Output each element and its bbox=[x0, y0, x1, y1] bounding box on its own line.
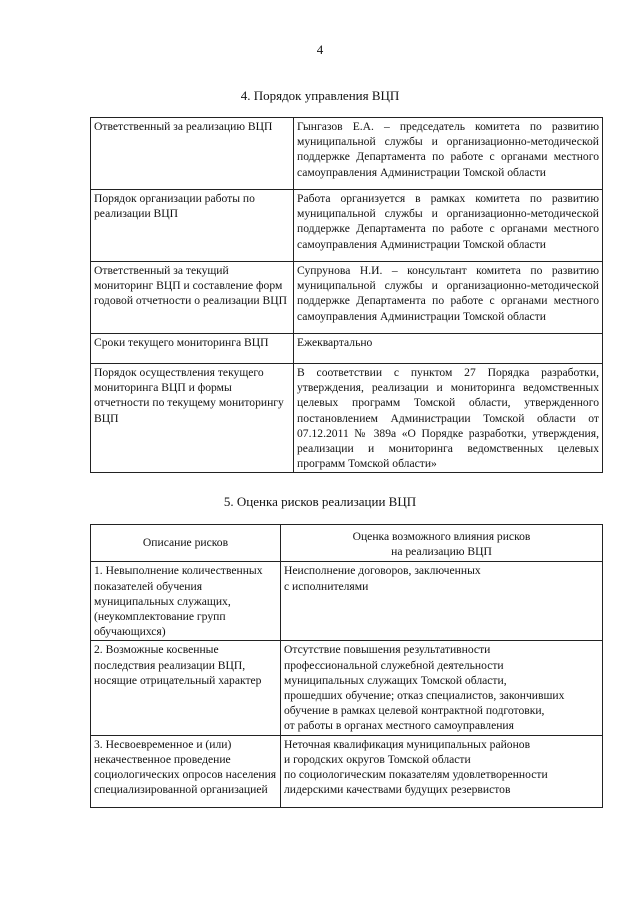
table-row bbox=[91, 735, 603, 807]
row-label: Сроки текущего мониторинга ВЦП bbox=[91, 334, 294, 364]
impact-line: лидерскими качествами будущих резервистов bbox=[284, 783, 511, 797]
table-row bbox=[91, 262, 603, 334]
table-row bbox=[91, 118, 603, 190]
header-impact-line: Оценка возможного влияния рисков bbox=[352, 530, 531, 543]
impact-line: с исполнителями bbox=[284, 579, 369, 593]
impact-line: муниципальных служащих Томской области, bbox=[284, 673, 507, 687]
header-impact-line: на реализацию ВЦП bbox=[391, 545, 492, 559]
impact-line: профессиональной служебной деятельности bbox=[284, 658, 504, 672]
row-label: Ответственный за реализацию ВЦП bbox=[91, 118, 294, 190]
risk-description: 2. Возможные косвенные последствия реализации ВЦП, носящие отрицательный характер bbox=[91, 641, 281, 735]
row-value: Гынгазов Е.А. – председатель комитета по развитию муниципальной службы и организационно-методической поддержке Департамента по работе с органами местного самоуправления Администрации Томской области bbox=[294, 118, 603, 190]
impact-line: обучение в рамках целевой контрактной подготовки, bbox=[284, 704, 545, 718]
impact-line: и городских округов Томской области bbox=[284, 752, 471, 766]
page-number: 4 bbox=[316, 42, 324, 57]
risk-impact bbox=[281, 641, 603, 735]
row-value: Работа организуется в рамках комитета по развитию муниципальной службы и организационно-методической поддержке Департамента по работе с органами местного самоуправления Администрации Томской области bbox=[294, 190, 603, 262]
impact-line: Неточная квалификация муниципальных районов bbox=[284, 737, 531, 751]
table-row bbox=[91, 364, 603, 473]
impact-line: от работы в органах местного самоуправления bbox=[284, 719, 514, 733]
impact-line: по социологическим показателям удовлетворенности bbox=[284, 768, 548, 782]
table-header-row bbox=[91, 525, 603, 562]
impact-line: Неисполнение договоров, заключенных bbox=[284, 564, 481, 578]
row-value: В соответствии с пунктом 27 Порядка разработки, утверждения, реализации и мониторинга ведомственных целевых программ Томской области, утвержденного постановлением Администрации Томской области от 07.12.2011 № 389а «О Порядке разработки, утверждения, реализации и мониторинга ведомственных целевых программ Томской области» bbox=[294, 364, 603, 473]
table-row bbox=[91, 334, 603, 364]
impact-line: прошедших обучение; отказ специалистов, закончивших bbox=[284, 689, 565, 703]
row-label: Порядок организации работы по реализации ВЦП bbox=[91, 190, 294, 262]
risk-impact bbox=[281, 735, 603, 807]
risk-description: 3. Несвоевременное и (или) некачественное проведение социологических опросов населения специализированной организацией bbox=[91, 735, 281, 807]
table-row bbox=[91, 562, 603, 641]
risk-description: 1. Невыполнение количественных показателей обучения муниципальных служащих, (неукомплектование групп обучающихся) bbox=[91, 562, 281, 641]
impact-line: Отсутствие повышения результативности bbox=[284, 643, 491, 657]
section-5-title: 5. Оценка рисков реализации ВЦП bbox=[223, 494, 417, 509]
table-row bbox=[91, 190, 603, 262]
risk-impact bbox=[281, 562, 603, 641]
row-label: Ответственный за текущий мониторинг ВЦП и составление форм годовой отчетности о реализации ВЦП bbox=[91, 262, 294, 334]
row-value: Ежеквартально bbox=[294, 334, 603, 364]
row-label: Порядок осуществления текущего мониторинга ВЦП и формы отчетности по текущему мониторингу ВЦП bbox=[91, 364, 294, 473]
risks-table bbox=[90, 524, 603, 808]
row-value: Супрунова Н.И. – консультант комитета по развитию муниципальной службы и организационно-методической поддержке Департамента по работе с органами местного самоуправления Администрации Томской области bbox=[294, 262, 603, 334]
section-4-title: 4. Порядок управления ВЦП bbox=[240, 88, 400, 103]
table-row bbox=[91, 641, 603, 735]
header-risk-impact bbox=[281, 525, 603, 562]
management-table bbox=[90, 117, 603, 473]
header-risk-description: Описание рисков bbox=[91, 525, 281, 562]
